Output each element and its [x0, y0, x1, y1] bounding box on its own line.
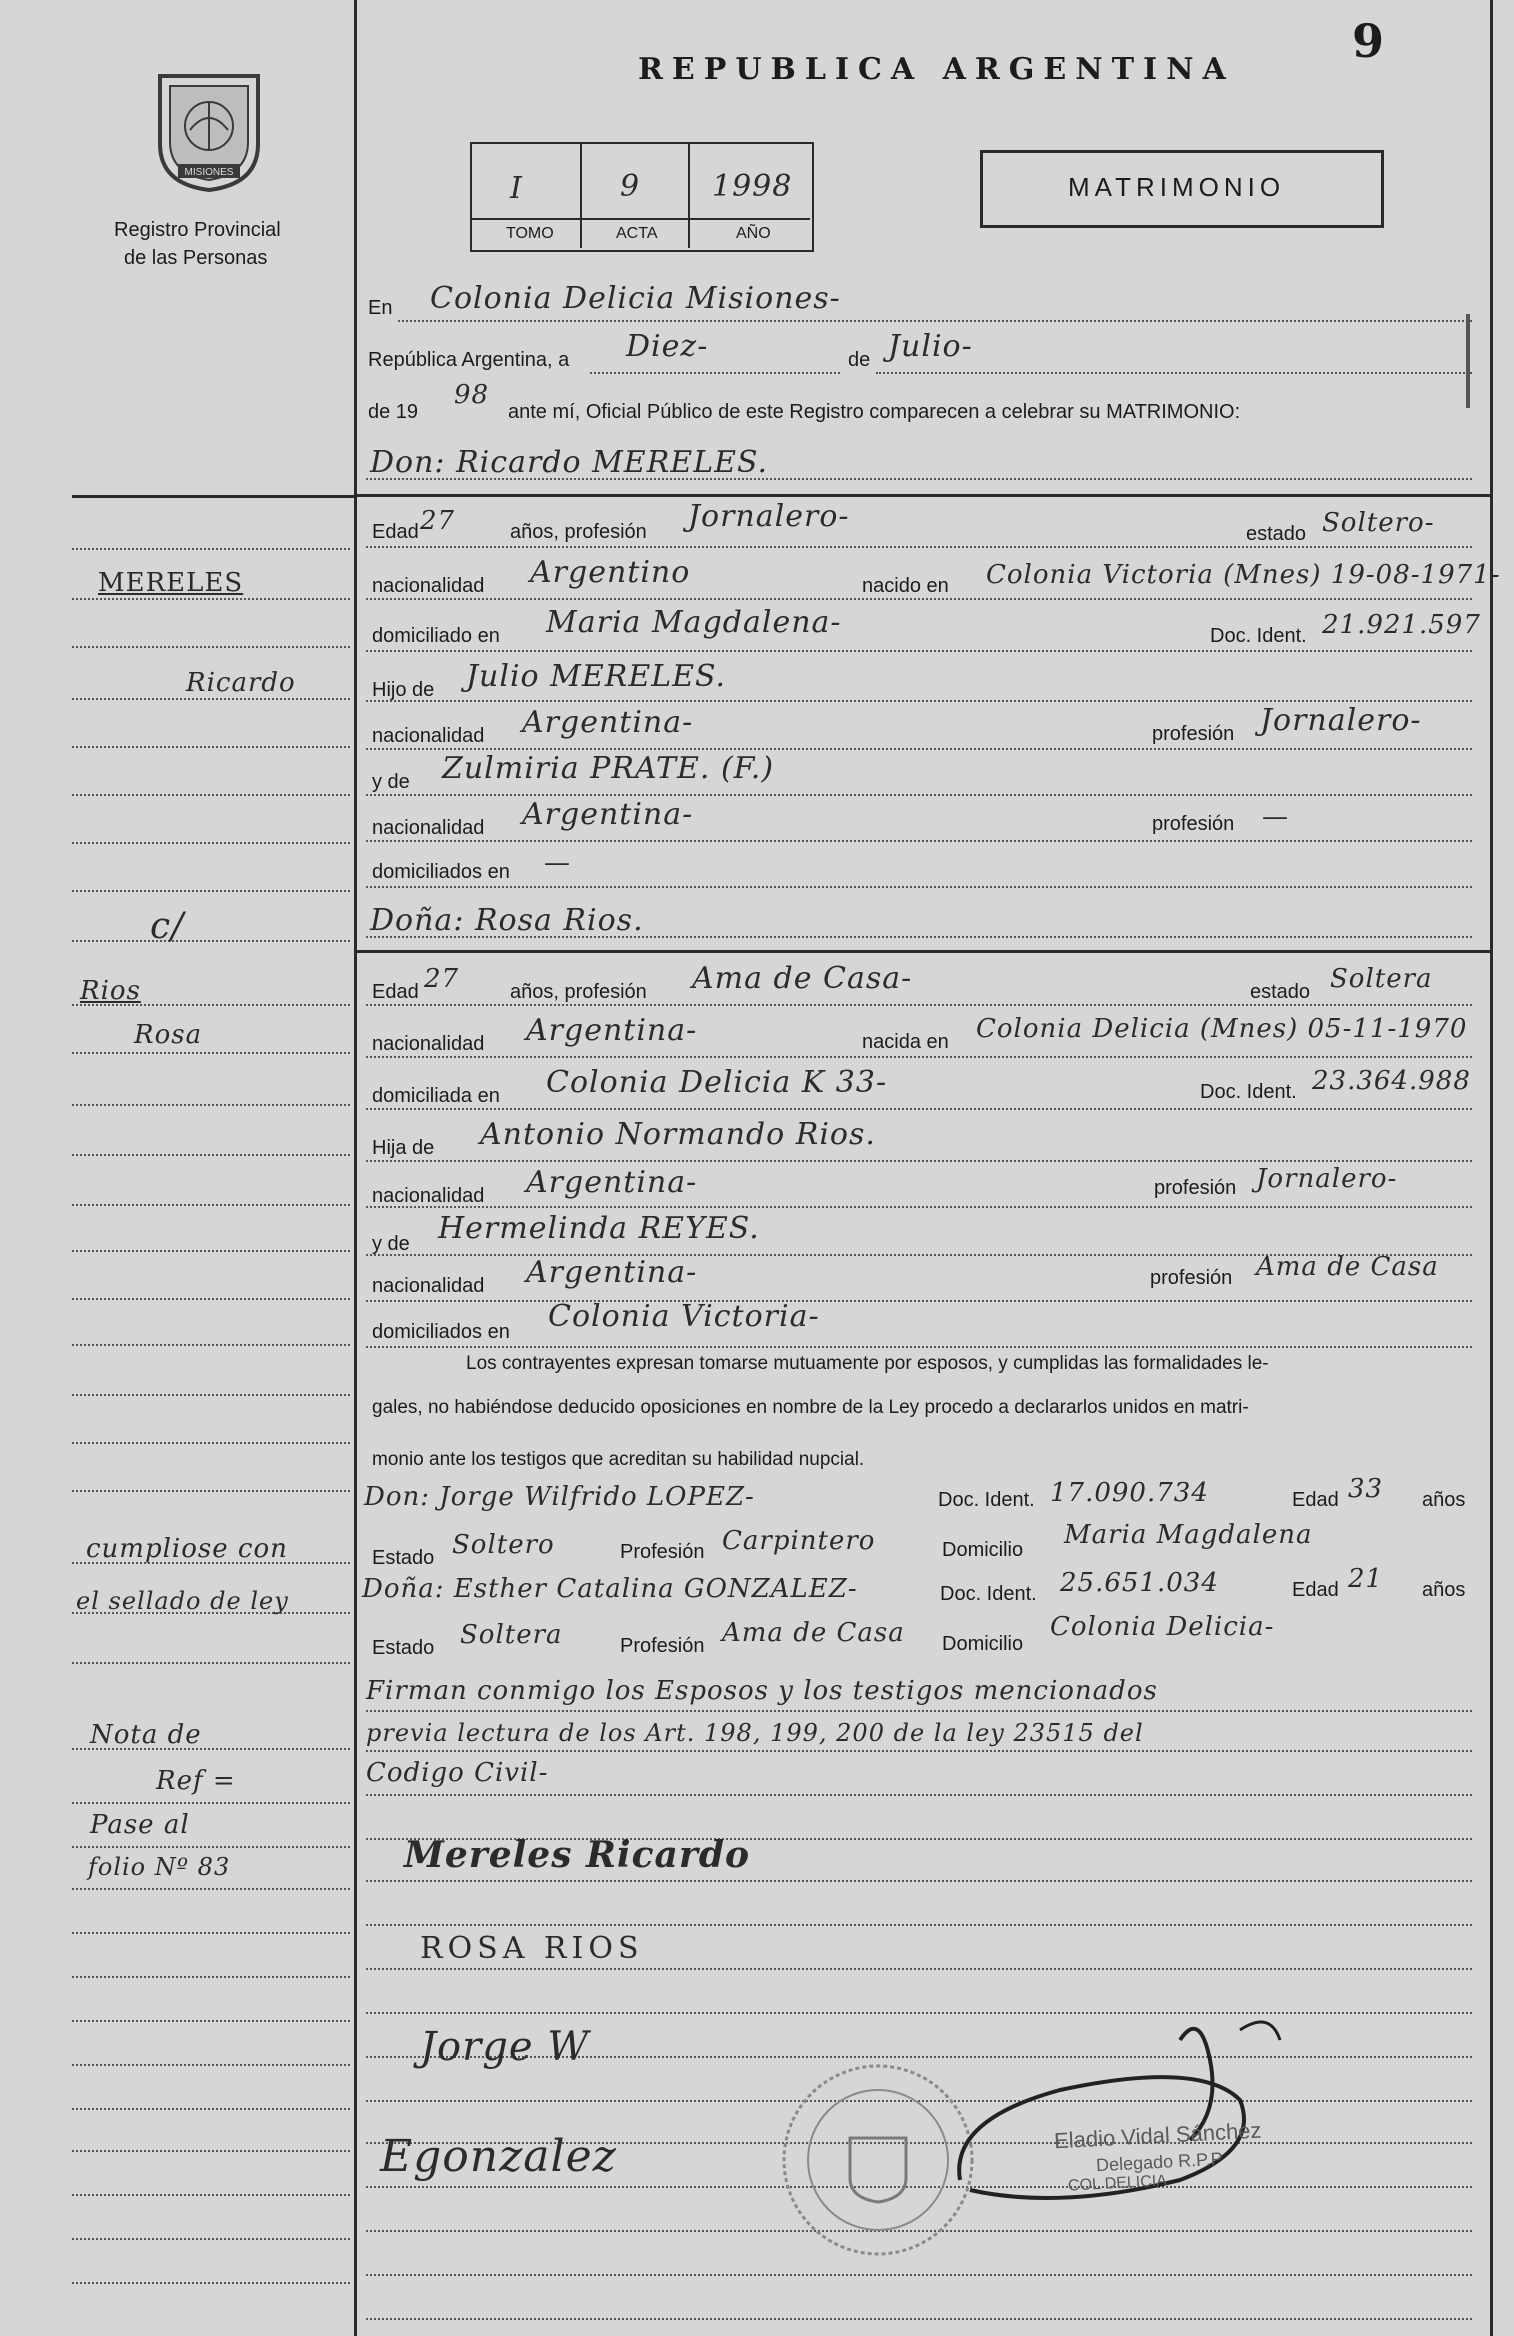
groom-born-label: nacido en [862, 575, 949, 597]
witness1-prof-label: Profesión [620, 1541, 705, 1563]
witness2-prof-label: Profesión [620, 1635, 705, 1657]
witness1-domicile: Maria Magdalena [1064, 1520, 1313, 1550]
margin-conj: c/ [150, 906, 185, 947]
groom-domicile-label: domiciliado en [372, 625, 500, 647]
bride-section-rule [356, 950, 1490, 953]
witness1-profession: Carpintero [722, 1526, 876, 1556]
witness1-age: 33 [1348, 1474, 1384, 1504]
month-value: Julio- [888, 329, 973, 364]
bride-nationality: Argentina- [526, 1013, 698, 1048]
bride-mother-prof: Ama de Casa [1256, 1252, 1439, 1282]
bride-mother-nat: Argentina- [526, 1255, 698, 1290]
bride-father: Antonio Normando Rios. [480, 1117, 876, 1152]
groom-estado-label: estado [1246, 523, 1307, 545]
groom-mother-label: y de [372, 771, 410, 793]
bride-mother-label: y de [372, 1233, 410, 1255]
bride-age: 27 [424, 964, 460, 994]
groom-mother: Zulmiria PRATE. (F.) [442, 751, 775, 786]
ano-label: AÑO [736, 225, 771, 242]
left-frame-line [354, 0, 357, 2336]
witness2-age: 21 [1348, 1564, 1384, 1594]
witness2-doc: 25.651.034 [1060, 1568, 1219, 1598]
groom-estado: Soltero- [1322, 508, 1435, 538]
witness1-age-label: Edad [1292, 1489, 1339, 1511]
day-value: Diez- [626, 329, 709, 364]
margin-note1b: el sellado de ley [76, 1587, 289, 1615]
witness2-name: Doña: Esther Catalina GONZALEZ- [362, 1574, 858, 1604]
bride-mother-nat-label: nacionalidad [372, 1275, 485, 1297]
witness1-doc: 17.090.734 [1050, 1478, 1209, 1508]
groom-parents-dom: — [544, 848, 571, 878]
bride-doc-label: Doc. Ident. [1200, 1081, 1297, 1103]
closing-line1: Firman conmigo los Esposos y los testigos mencionados [366, 1676, 1158, 1706]
bride-parents-dom-label: domiciliados en [372, 1321, 510, 1343]
groom-father-prof-label: profesión [1152, 723, 1235, 745]
bride-estado: Soltera [1330, 964, 1433, 994]
bride-name: Doña: Rosa Rios. [370, 903, 644, 938]
bride-father-nat: Argentina- [526, 1165, 698, 1200]
bride-nationality-label: nacionalidad [372, 1033, 485, 1055]
bride-estado-label: estado [1250, 981, 1311, 1003]
bride-profession: Ama de Casa- [692, 961, 913, 996]
registry-name-line2: de las Personas [124, 247, 268, 269]
margin-given1: Ricardo [186, 668, 296, 698]
margin-note1a: cumpliose con [86, 1534, 288, 1564]
groom-mother-prof-label: profesión [1152, 813, 1235, 835]
groom-mother-nat: Argentina- [522, 797, 694, 832]
witness1-age-suffix: años [1422, 1489, 1466, 1511]
acta-label: ACTA [616, 225, 658, 242]
groom-age: 27 [420, 506, 456, 536]
bride-domicile-label: domiciliada en [372, 1085, 500, 1107]
margin-note2d: folio Nº 83 [88, 1853, 231, 1881]
registry-name-line1: Registro Provincial [114, 219, 281, 241]
bride-father-prof: Jornalero- [1256, 1164, 1398, 1194]
official-stamp-name: Eladio Vidal Sánchez [1053, 2117, 1263, 2154]
groom-mother-nat-label: nacionalidad [372, 817, 485, 839]
page-number: 9 [1352, 14, 1385, 68]
bride-age-suffix: años, profesión [510, 981, 647, 1003]
witness2-age-label: Edad [1292, 1579, 1339, 1601]
statement-text: ante mí, Oficial Público de este Registro comparecen a celebrar su MATRIMONIO: [508, 401, 1241, 423]
groom-profession: Jornalero- [688, 499, 850, 534]
witness2-dom-label: Domicilio [942, 1633, 1024, 1655]
bride-age-label: Edad [372, 981, 419, 1003]
witness2-doc-label: Doc. Ident. [940, 1583, 1037, 1605]
provincial-seal [150, 66, 268, 194]
bride-father-prof-label: profesión [1154, 1177, 1237, 1199]
margin-top-rule [72, 495, 354, 498]
witness2-profession: Ama de Casa [722, 1618, 905, 1648]
groom-father-label: Hijo de [372, 679, 435, 701]
witness2-domicile: Colonia Delicia- [1050, 1612, 1275, 1642]
declaration-line3: monio ante los testigos que acreditan su habilidad nupcial. [372, 1449, 865, 1470]
margin-surname2: Rios [80, 976, 141, 1006]
bride-born-label: nacida en [862, 1031, 949, 1053]
declaration-line1: Los contrayentes expresan tomarse mutuamente por esposos, y cumplidas las formalidades le- [466, 1353, 1269, 1374]
groom-parents-dom-label: domiciliados en [372, 861, 510, 883]
witness2-signature: Egonzalez [380, 2131, 617, 2182]
bride-parents-dom: Colonia Victoria- [548, 1299, 820, 1334]
margin-note2c: Pase al [90, 1810, 190, 1840]
bride-father-nat-label: nacionalidad [372, 1185, 485, 1207]
bride-mother-prof-label: profesión [1150, 1267, 1233, 1289]
right-frame-line [1490, 0, 1493, 2336]
acta-value: 9 [620, 169, 641, 204]
bride-father-label: Hija de [372, 1137, 435, 1159]
margin-note2a: Nota de [90, 1720, 202, 1750]
groom-doc: 21.921.597 [1322, 610, 1481, 640]
bride-doc: 23.364.988 [1312, 1066, 1471, 1096]
closing-line3: Codigo Civil- [366, 1758, 549, 1788]
witness2-estado-label: Estado [372, 1637, 435, 1659]
groom-nationality: Argentino [530, 555, 691, 590]
witness2-estado: Soltera [460, 1620, 563, 1650]
country-title: REPUBLICA ARGENTINA [638, 52, 1235, 87]
groom-doc-label: Doc. Ident. [1210, 625, 1307, 647]
en-label: En [368, 297, 393, 319]
groom-age-label: Edad [372, 521, 419, 543]
official-stamp-place: COL DELICIA [1067, 2172, 1168, 2195]
year-suffix: 98 [454, 380, 490, 410]
republic-label: República Argentina, a [368, 349, 570, 371]
groom-age-suffix: años, profesión [510, 521, 647, 543]
groom-domicile: Maria Magdalena- [546, 605, 842, 640]
margin-surname1: MERELES [98, 568, 244, 598]
declaration-line2: gales, no habiéndose deducido oposiciones en nombre de la Ley procedo a declararlos unidos en matri- [372, 1397, 1249, 1418]
margin-note2b: Ref = [156, 1766, 236, 1796]
groom-born: Colonia Victoria (Mnes) 19-08-1971- [986, 560, 1501, 590]
witness1-name: Don: Jorge Wilfrido LOPEZ- [364, 1482, 755, 1512]
groom-father-prof: Jornalero- [1260, 703, 1422, 738]
witness1-dom-label: Domicilio [942, 1539, 1024, 1561]
witness1-estado-label: Estado [372, 1547, 435, 1569]
act-type-label: MATRIMONIO [1068, 172, 1286, 202]
svg-text:MISIONES: MISIONES [184, 167, 234, 178]
groom-name: Don: Ricardo MERELES. [370, 445, 769, 480]
official-stamp-title: Delegado R.P.P [1095, 2148, 1224, 2176]
ano-value: 1998 [712, 169, 793, 204]
tomo-value: I [510, 171, 523, 206]
bride-signature: ROSA RIOS [420, 1931, 644, 1966]
bride-mother: Hermelinda REYES. [438, 1211, 760, 1246]
bride-domicile: Colonia Delicia K 33- [546, 1065, 888, 1100]
bride-born: Colonia Delicia (Mnes) 05-11-1970 [976, 1014, 1468, 1044]
closing-line2: previa lectura de los Art. 198, 199, 200 de la ley 23515 del [366, 1719, 1144, 1747]
witness1-signature: Jorge W [420, 2024, 590, 2070]
groom-nationality-label: nacionalidad [372, 575, 485, 597]
groom-father: Julio MERELES. [466, 659, 727, 694]
place-value: Colonia Delicia Misiones- [430, 281, 841, 316]
groom-mother-prof: — [1262, 802, 1289, 832]
month-label: de [848, 349, 871, 371]
groom-father-nat: Argentina- [522, 705, 694, 740]
margin-given2: Rosa [134, 1020, 203, 1050]
groom-section-rule [356, 494, 1490, 497]
tomo-label: TOMO [506, 225, 554, 242]
witness2-age-suffix: años [1422, 1579, 1466, 1601]
year-prefix: de 19 [368, 401, 419, 423]
groom-signature: Mereles Ricardo [404, 1834, 750, 1876]
witness1-estado: Soltero [452, 1530, 555, 1560]
groom-father-nat-label: nacionalidad [372, 725, 485, 747]
witness1-doc-label: Doc. Ident. [938, 1489, 1035, 1511]
